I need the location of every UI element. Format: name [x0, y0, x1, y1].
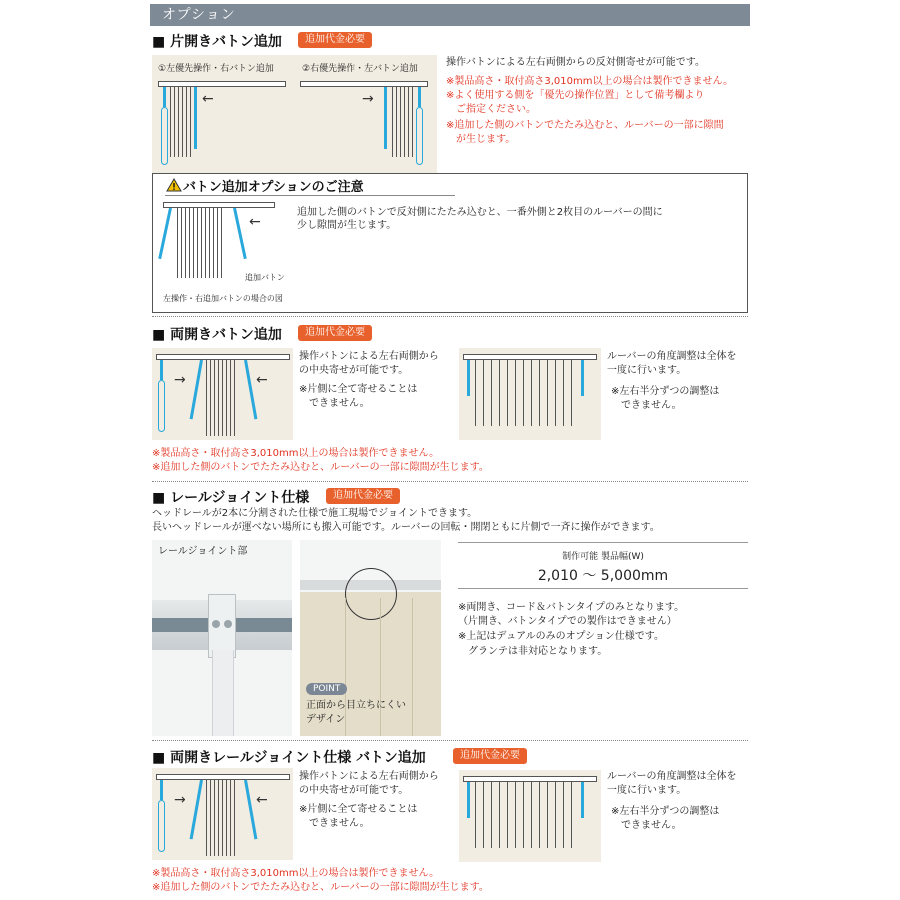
control-baton [160, 780, 163, 800]
louver-line [178, 87, 179, 157]
louver-line [408, 87, 409, 157]
louver-line [515, 360, 516, 426]
extra-charge-badge: 追加代金必要 [298, 325, 372, 341]
louver-line [483, 360, 484, 426]
louver-line [209, 208, 210, 278]
louver-line [531, 360, 532, 426]
louver-line [170, 87, 171, 157]
section4-red-note-2: ※追加した側のバトンでたたみ込むと、ルーバーの一部に隙間が生じます。 [152, 882, 489, 893]
left-baton [190, 360, 203, 420]
louver-line [193, 208, 194, 278]
section4-note-right-2: できません。 [611, 820, 682, 831]
width-label: 制作可能 製品幅(W) [562, 552, 644, 562]
section4-desc-line-1: 操作バトンによる左右両側から [299, 771, 439, 782]
louver-line [189, 208, 190, 278]
head-rail [156, 354, 290, 360]
louver-line [230, 360, 231, 436]
louver-line [400, 87, 401, 157]
louver-line [206, 360, 207, 436]
louver-line [217, 208, 218, 278]
warning-triangle-icon [166, 177, 182, 196]
louver-line [185, 208, 186, 278]
section3-note-4: グランテは非対応となります。 [458, 646, 608, 657]
section4-desc-right-1: ルーバーの角度調整は全体を [607, 771, 737, 782]
caution-title-underline [165, 195, 455, 196]
louver-line [214, 360, 215, 436]
louver-line [222, 360, 223, 436]
point-text-1: 正面から目立ちにくい [306, 700, 406, 711]
louver-line [226, 780, 227, 856]
caution-box [152, 173, 748, 313]
louver-line [507, 782, 508, 848]
control-baton [158, 208, 172, 259]
louver-line [571, 360, 572, 426]
caution-text-2: 少し隙間が生じます。 [297, 220, 397, 231]
section2-red-note-1: ※製品高さ・取付高さ3,010mm以上の場合は製作できません。 [152, 448, 440, 459]
louver-line [226, 360, 227, 436]
louver-line [412, 87, 413, 157]
section-divider [152, 481, 748, 482]
louver-line [222, 780, 223, 856]
louver-line [475, 360, 476, 426]
control-baton [467, 360, 470, 396]
width-bottom-rule [458, 588, 748, 589]
diagram-left-priority [158, 81, 288, 173]
louver-line [234, 780, 235, 856]
arrow-left-icon: ← [256, 372, 268, 388]
section4-red-note-1: ※製品高さ・取付高さ3,010mm以上の場合は製作できません。 [152, 868, 440, 879]
control-baton [467, 782, 470, 818]
right-baton [244, 360, 257, 420]
louver-line [396, 87, 397, 157]
louver-line [197, 208, 198, 278]
louver-line [205, 208, 206, 278]
section2-desc-right-2: 一度に行います。 [607, 365, 687, 376]
figure-single-baton [152, 55, 437, 175]
diagram-right-priority [300, 81, 430, 173]
section3-note-2: （片開き、バトンタイプでの製作はできません） [458, 616, 677, 627]
added-baton [233, 208, 247, 259]
control-baton [163, 87, 166, 107]
louver-line [563, 360, 564, 426]
figure-label-left: ①左優先操作・右バトン追加 [158, 64, 274, 74]
section4-note-left-1: ※片側に全て寄せることは [299, 804, 418, 815]
section-divider [152, 740, 748, 741]
caution-text-1: 追加した側のバトンで反対側にたたみ込むと、一番外側と2枚目のルーバーの間に [297, 207, 663, 218]
caution-title: バトン追加オプションのご注意 [183, 180, 364, 195]
section-title-double-baton: ■ 両開きバトン追加 [152, 327, 282, 343]
louver-line [218, 360, 219, 436]
section2-red-note-2: ※追加した側のバトンでたたみ込むと、ルーバーの一部に隙間が生じます。 [152, 462, 489, 473]
arrow-right-icon: → [362, 91, 374, 107]
section1-note-1: ※製品高さ・取付高さ3,010mm以上の場合は製作できません。 [446, 76, 734, 87]
louver-line [213, 208, 214, 278]
section1-note-5: が生じます。 [446, 134, 516, 145]
louver-line [539, 360, 540, 426]
added-baton-label: 追加バトン [245, 273, 285, 282]
louver-line [404, 87, 405, 157]
control-cord [158, 380, 165, 432]
left-baton [190, 780, 203, 840]
width-value: 2,010 ～ 5,000mm [537, 568, 669, 584]
control-cord [158, 800, 165, 852]
point-badge: POINT [306, 683, 347, 695]
control-cord [161, 107, 168, 165]
section-title-rail-joint: ■ レールジョイント仕様 [152, 490, 310, 506]
page-header: オプション [150, 4, 750, 26]
added-baton [194, 87, 197, 149]
louver-line [515, 782, 516, 848]
louver-line [531, 782, 532, 848]
photo-rail-joint [152, 540, 292, 736]
louver-line [523, 782, 524, 848]
louver-line [555, 360, 556, 426]
section2-note-left-1: ※片側に全て寄せることは [299, 384, 418, 395]
section3-desc-1: ヘッドレールが2本に分割された仕様で施工現場でジョイントできます。 [152, 508, 478, 519]
section2-note-right-2: できません。 [611, 400, 682, 411]
control-baton [160, 360, 163, 380]
right-baton [244, 780, 257, 840]
section3-note-3: ※上記はデュアルのみのオプション仕様です。 [458, 631, 664, 642]
figure-label-right: ②右優先操作・左バトン追加 [302, 64, 418, 74]
arrow-right-icon: → [174, 372, 186, 388]
section2-desc-line-2: の中央寄せが可能です。 [299, 365, 409, 376]
extra-charge-badge: 追加代金必要 [298, 32, 372, 48]
louver-line [182, 87, 183, 157]
louver-line [491, 360, 492, 426]
louver-line [523, 360, 524, 426]
section-divider [152, 316, 748, 317]
control-cord [416, 107, 423, 165]
louver-line [210, 780, 211, 856]
louver-line [214, 780, 215, 856]
caution-caption: 左操作・右追加バトンの場合の図 [163, 294, 283, 303]
louver-line [218, 780, 219, 856]
diagram-joint-double-baton [152, 768, 293, 860]
width-top-rule [458, 542, 748, 543]
head-rail [163, 202, 275, 208]
louver-line [190, 87, 191, 157]
louver-line [210, 360, 211, 436]
extra-charge-badge: 追加代金必要 [453, 748, 527, 764]
section2-note-left-2: できません。 [299, 398, 370, 409]
control-baton [581, 782, 584, 818]
added-baton [384, 87, 387, 149]
section2-desc-line-1: 操作バトンによる左右両側から [299, 351, 439, 362]
section1-note-3: ご指定ください。 [446, 104, 536, 115]
point-text-2: デザイン [306, 714, 346, 725]
section2-desc-right-1: ルーバーの角度調整は全体を [607, 351, 737, 362]
section3-desc-2: 長いヘッドレールが運べない場所にも搬入可能です。ルーバーの回転・開閉ともに片側で一斉に操作ができます。 [152, 522, 660, 533]
section4-desc-right-2: 一度に行います。 [607, 785, 687, 796]
control-baton [418, 87, 421, 107]
louver-line [547, 782, 548, 848]
louver-line [571, 782, 572, 848]
arrow-right-icon: → [174, 792, 186, 808]
control-baton [581, 360, 584, 396]
louver-line [539, 782, 540, 848]
section1-note-4: ※追加した側のバトンでたたみ込むと、ルーバーの一部に隙間 [446, 120, 724, 131]
louver-line [499, 360, 500, 426]
extra-charge-badge: 追加代金必要 [326, 488, 400, 504]
louver-line [475, 782, 476, 848]
head-rail [156, 774, 290, 780]
louver-line [177, 208, 178, 278]
louver-line [181, 208, 182, 278]
section-title-rail-joint-baton: ■ 両開きレールジョイント仕様 バトン追加 [152, 750, 426, 766]
louver-line [499, 782, 500, 848]
louver-line [491, 782, 492, 848]
louver-line [230, 780, 231, 856]
louver-line [186, 87, 187, 157]
arrow-left-icon: ← [256, 792, 268, 808]
section4-desc-line-2: の中央寄せが可能です。 [299, 785, 409, 796]
louver-line [221, 208, 222, 278]
section3-note-1: ※両開き、コード＆バトンタイプのみとなります。 [458, 602, 685, 613]
louver-line [234, 360, 235, 436]
section4-note-right-1: ※左右半分ずつの調整は [611, 806, 720, 817]
louver-line [206, 780, 207, 856]
louver-line [555, 782, 556, 848]
louver-line [563, 782, 564, 848]
section4-note-left-2: できません。 [299, 818, 370, 829]
diagram-double-baton [152, 348, 293, 440]
louver-line [483, 782, 484, 848]
photo-label: レールジョイント部 [158, 546, 248, 557]
louver-line [507, 360, 508, 426]
section2-note-right-1: ※左右半分ずつの調整は [611, 386, 720, 397]
diagram-louver-angle [459, 348, 601, 440]
magnifier-circle [345, 568, 397, 620]
louver-line [174, 87, 175, 157]
arrow-left-icon: ← [202, 91, 214, 107]
louver-line [201, 208, 202, 278]
photo-point-design [300, 540, 441, 736]
diagram-joint-louver-angle [459, 770, 601, 862]
section1-description: 操作バトンによる左右両側からの反対側寄せが可能です。 [446, 57, 705, 68]
louver-line [392, 87, 393, 157]
louver-line [547, 360, 548, 426]
section1-note-2: ※よく使用する側を「優先の操作位置」として備考欄より [446, 90, 705, 101]
section-title-single-baton: ■ 片開きバトン追加 [152, 34, 282, 50]
arrow-left-icon: ← [249, 214, 261, 230]
